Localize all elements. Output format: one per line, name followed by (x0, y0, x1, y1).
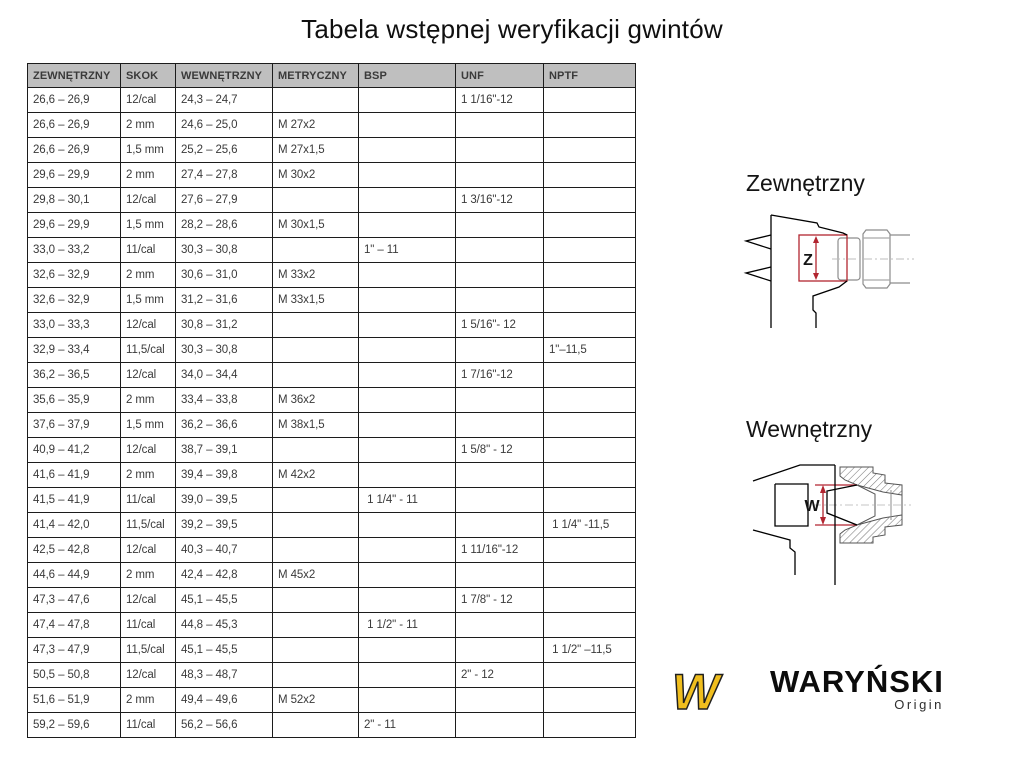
table-cell: 51,6 – 51,9 (28, 688, 121, 713)
table-cell (359, 513, 456, 538)
table-cell (544, 463, 636, 488)
table-cell: 2 mm (121, 388, 176, 413)
table-row (28, 413, 636, 438)
table-cell: M 42x2 (273, 463, 359, 488)
table-cell: 1" – 11 (359, 238, 456, 263)
table-cell: 47,4 – 47,8 (28, 613, 121, 638)
table-cell: 11/cal (121, 613, 176, 638)
table-cell (456, 163, 544, 188)
table-cell (359, 438, 456, 463)
table-cell (456, 263, 544, 288)
table-cell (456, 338, 544, 363)
table-row (28, 563, 636, 588)
table-row (28, 188, 636, 213)
table-cell: 1 1/16"-12 (456, 88, 544, 113)
table-header (28, 64, 636, 88)
w-dimension-letter: W (804, 498, 820, 515)
table-cell: 30,8 – 31,2 (176, 313, 273, 338)
table-cell: 30,3 – 30,8 (176, 238, 273, 263)
table-row (28, 638, 636, 663)
table-cell: 11,5/cal (121, 638, 176, 663)
table-cell: 12/cal (121, 313, 176, 338)
z-dimension-letter: Z (803, 252, 813, 269)
table-cell: 12/cal (121, 188, 176, 213)
table-cell: 37,6 – 37,9 (28, 413, 121, 438)
logo-w-icon (672, 666, 760, 718)
table-cell (544, 563, 636, 588)
table-cell: 2" - 12 (456, 663, 544, 688)
table-cell: 1,5 mm (121, 413, 176, 438)
table-cell: 34,0 – 34,4 (176, 363, 273, 388)
table-cell: 12/cal (121, 438, 176, 463)
table-cell (544, 88, 636, 113)
table-cell (456, 638, 544, 663)
table-cell (359, 388, 456, 413)
table-cell (456, 613, 544, 638)
table-cell: 26,6 – 26,9 (28, 113, 121, 138)
table-cell (273, 713, 359, 738)
table-cell (456, 463, 544, 488)
table-cell (544, 188, 636, 213)
table-cell (456, 413, 544, 438)
table-cell (544, 363, 636, 388)
table-cell: 1 1/2" –11,5 (544, 638, 636, 663)
table-cell: M 45x2 (273, 563, 359, 588)
table-cell: 26,6 – 26,9 (28, 138, 121, 163)
table-cell (359, 413, 456, 438)
table-cell (456, 138, 544, 163)
table-body (28, 88, 636, 738)
table-cell: 30,6 – 31,0 (176, 263, 273, 288)
table-row (28, 363, 636, 388)
table-cell: 42,5 – 42,8 (28, 538, 121, 563)
table-cell (544, 688, 636, 713)
table-cell: 1 7/8" - 12 (456, 588, 544, 613)
table-cell: 59,2 – 59,6 (28, 713, 121, 738)
table-cell: 1,5 mm (121, 138, 176, 163)
table-cell: M 33x2 (273, 263, 359, 288)
table-cell (544, 663, 636, 688)
table-cell: 45,1 – 45,5 (176, 638, 273, 663)
external-thread-diagram (735, 205, 925, 335)
internal-thread-label: Wewnętrzny (746, 416, 873, 442)
table-cell (544, 163, 636, 188)
table-cell: 48,3 – 48,7 (176, 663, 273, 688)
table-cell: 36,2 – 36,6 (176, 413, 273, 438)
table-cell: 33,0 – 33,3 (28, 313, 121, 338)
table-row (28, 288, 636, 313)
table-cell: 1"–11,5 (544, 338, 636, 363)
table-cell: 49,4 – 49,6 (176, 688, 273, 713)
table-cell (456, 238, 544, 263)
table-cell: 44,6 – 44,9 (28, 563, 121, 588)
table-cell (359, 563, 456, 588)
table-cell (456, 113, 544, 138)
thread-table (27, 63, 636, 738)
table-cell: 39,2 – 39,5 (176, 513, 273, 538)
table-cell: 40,3 – 40,7 (176, 538, 273, 563)
logo-text-block (770, 666, 944, 712)
table-cell: 12/cal (121, 363, 176, 388)
table-cell: 11,5/cal (121, 338, 176, 363)
table-cell (359, 338, 456, 363)
table-cell: 30,3 – 30,8 (176, 338, 273, 363)
brand-logo (672, 666, 944, 718)
table-cell: 47,3 – 47,9 (28, 638, 121, 663)
table-cell (273, 313, 359, 338)
table-cell (359, 363, 456, 388)
column-header: UNF (456, 64, 544, 88)
table-cell: M 30x2 (273, 163, 359, 188)
table-cell (544, 263, 636, 288)
column-header: WEWNĘTRZNY (176, 64, 273, 88)
table-cell (273, 88, 359, 113)
caliper-drawing (746, 215, 847, 328)
table-cell (544, 613, 636, 638)
table-cell (359, 288, 456, 313)
table-cell (544, 588, 636, 613)
table-cell: 2 mm (121, 113, 176, 138)
column-header: BSP (359, 64, 456, 88)
table-cell: 2 mm (121, 263, 176, 288)
table-cell (544, 288, 636, 313)
table-cell (359, 313, 456, 338)
table-cell (359, 663, 456, 688)
table-cell: 35,6 – 35,9 (28, 388, 121, 413)
table-cell: 50,5 – 50,8 (28, 663, 121, 688)
column-header: SKOK (121, 64, 176, 88)
table-cell (456, 488, 544, 513)
table-cell: 12/cal (121, 588, 176, 613)
table-cell (456, 688, 544, 713)
table-cell (273, 488, 359, 513)
table-cell: 2" - 11 (359, 713, 456, 738)
table-cell: 11/cal (121, 488, 176, 513)
table-cell: 39,0 – 39,5 (176, 488, 273, 513)
table-row (28, 713, 636, 738)
table-cell (359, 138, 456, 163)
table-cell: 38,7 – 39,1 (176, 438, 273, 463)
table-cell: 11/cal (121, 713, 176, 738)
table-cell (359, 463, 456, 488)
table-cell (273, 638, 359, 663)
table-cell: 41,6 – 41,9 (28, 463, 121, 488)
table-row (28, 263, 636, 288)
table-cell: 26,6 – 26,9 (28, 88, 121, 113)
table-cell (273, 663, 359, 688)
table-cell: 42,4 – 42,8 (176, 563, 273, 588)
table-cell (273, 513, 359, 538)
table-row (28, 238, 636, 263)
table-cell: 2 mm (121, 463, 176, 488)
table-cell: 1 5/8" - 12 (456, 438, 544, 463)
table-cell: 11,5/cal (121, 513, 176, 538)
table-cell: 32,9 – 33,4 (28, 338, 121, 363)
table-cell: M 38x1,5 (273, 413, 359, 438)
logo-brand-name: WARYŃSKI (770, 664, 944, 699)
table-cell (359, 213, 456, 238)
table-cell: M 30x1,5 (273, 213, 359, 238)
table-cell: 12/cal (121, 663, 176, 688)
table-cell: 29,6 – 29,9 (28, 163, 121, 188)
table-cell (456, 388, 544, 413)
table-cell: 39,4 – 39,8 (176, 463, 273, 488)
table-cell: 12/cal (121, 538, 176, 563)
table-header-row (28, 64, 636, 88)
table-row (28, 488, 636, 513)
table-cell (273, 363, 359, 388)
table-cell (456, 563, 544, 588)
page-title: Tabela wstępnej weryfikacji gwintów (301, 14, 723, 44)
table-cell: 33,4 – 33,8 (176, 388, 273, 413)
table-cell (359, 638, 456, 663)
table-cell (544, 413, 636, 438)
logo-subtitle: Origin (894, 696, 944, 712)
column-header: ZEWNĘTRZNY (28, 64, 121, 88)
column-header: METRYCZNY (273, 64, 359, 88)
table-cell: 44,8 – 45,3 (176, 613, 273, 638)
table-cell (359, 88, 456, 113)
table-cell: 2 mm (121, 688, 176, 713)
table-cell (544, 138, 636, 163)
table-cell (456, 213, 544, 238)
table-cell: 56,2 – 56,6 (176, 713, 273, 738)
table-cell: M 33x1,5 (273, 288, 359, 313)
table-cell: 29,8 – 30,1 (28, 188, 121, 213)
table-cell (456, 288, 544, 313)
table-cell: 2 mm (121, 163, 176, 188)
table-cell (544, 538, 636, 563)
table-cell (544, 313, 636, 338)
table-cell (273, 613, 359, 638)
table-cell: 32,6 – 32,9 (28, 263, 121, 288)
table-cell: M 52x2 (273, 688, 359, 713)
table-cell: 27,6 – 27,9 (176, 188, 273, 213)
table-cell: M 27x2 (273, 113, 359, 138)
table-cell (456, 513, 544, 538)
table-row (28, 313, 636, 338)
table-cell (544, 713, 636, 738)
table-cell: 1 1/4" -11,5 (544, 513, 636, 538)
table-cell: 1 7/16"-12 (456, 363, 544, 388)
table-cell (544, 438, 636, 463)
table-cell: 36,2 – 36,5 (28, 363, 121, 388)
column-header: NPTF (544, 64, 636, 88)
table-cell: 2 mm (121, 563, 176, 588)
table-cell (359, 538, 456, 563)
table-cell (544, 213, 636, 238)
table-cell: 32,6 – 32,9 (28, 288, 121, 313)
table-cell: 28,2 – 28,6 (176, 213, 273, 238)
table-row (28, 588, 636, 613)
table-cell (359, 188, 456, 213)
table-row (28, 463, 636, 488)
internal-thread-diagram (735, 452, 915, 587)
table-row (28, 163, 636, 188)
table-cell: 1 5/16"- 12 (456, 313, 544, 338)
external-thread-label: Zewnętrzny (746, 170, 865, 196)
table-row (28, 113, 636, 138)
table-cell: 1,5 mm (121, 288, 176, 313)
table-row (28, 513, 636, 538)
table-row (28, 613, 636, 638)
table-cell: 1 3/16"-12 (456, 188, 544, 213)
table-cell: 24,3 – 24,7 (176, 88, 273, 113)
table-cell (359, 163, 456, 188)
table-cell (359, 113, 456, 138)
table-cell (544, 113, 636, 138)
table-cell (273, 588, 359, 613)
table-cell (359, 688, 456, 713)
table-row (28, 138, 636, 163)
table-cell: 1 1/4" - 11 (359, 488, 456, 513)
table-cell: 45,1 – 45,5 (176, 588, 273, 613)
table-row (28, 388, 636, 413)
table-row (28, 338, 636, 363)
table-row (28, 438, 636, 463)
table-cell (273, 538, 359, 563)
table-cell: 1 11/16"-12 (456, 538, 544, 563)
table-cell: 41,4 – 42,0 (28, 513, 121, 538)
table-cell: 47,3 – 47,6 (28, 588, 121, 613)
table-cell: 24,6 – 25,0 (176, 113, 273, 138)
svg-text:W: W (672, 666, 720, 718)
table-cell (273, 438, 359, 463)
table-cell: 27,4 – 27,8 (176, 163, 273, 188)
table-cell: 40,9 – 41,2 (28, 438, 121, 463)
table-cell: 33,0 – 33,2 (28, 238, 121, 263)
table-cell (359, 263, 456, 288)
table-cell (273, 188, 359, 213)
table-row (28, 663, 636, 688)
table-cell: 11/cal (121, 238, 176, 263)
table-cell (544, 238, 636, 263)
table-cell (544, 388, 636, 413)
table-cell: 12/cal (121, 88, 176, 113)
table-cell: 25,2 – 25,6 (176, 138, 273, 163)
table-cell: M 36x2 (273, 388, 359, 413)
table-row (28, 538, 636, 563)
table-cell (544, 488, 636, 513)
table-cell: M 27x1,5 (273, 138, 359, 163)
table-cell: 1 1/2" - 11 (359, 613, 456, 638)
table-row (28, 88, 636, 113)
table-cell: 1,5 mm (121, 213, 176, 238)
table-row (28, 213, 636, 238)
table-cell (273, 338, 359, 363)
table-cell: 29,6 – 29,9 (28, 213, 121, 238)
table-cell: 41,5 – 41,9 (28, 488, 121, 513)
table-cell (359, 588, 456, 613)
table-cell: 31,2 – 31,6 (176, 288, 273, 313)
table-row (28, 688, 636, 713)
table-cell (456, 713, 544, 738)
table-cell (273, 238, 359, 263)
